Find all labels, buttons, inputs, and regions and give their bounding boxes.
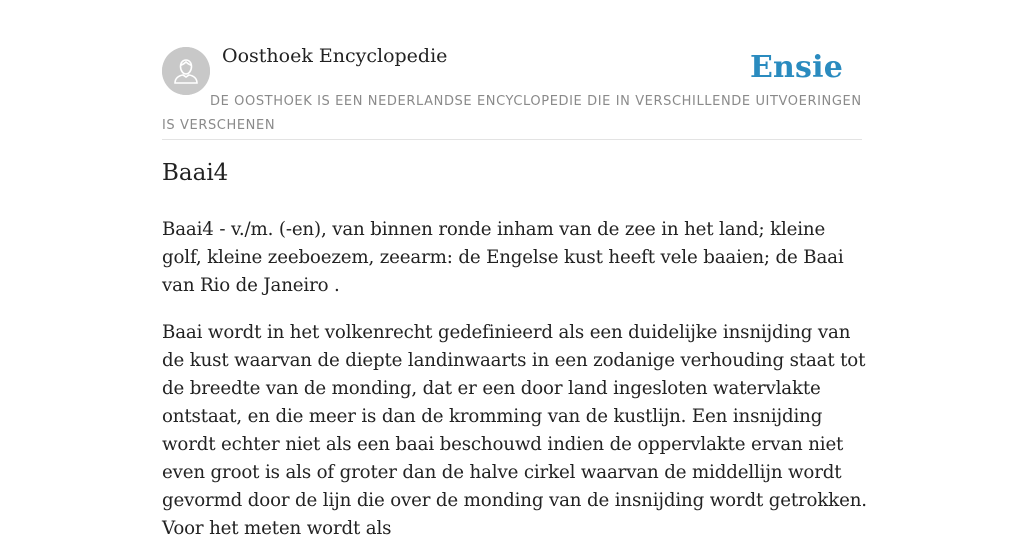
article-paragraph: Baai wordt in het volkenrecht gedefinieerd als een duidelijke insnijding van de kust waarvan de diepte landinwaarts in een zodanige verhouding staat tot de breedte van de monding, dat er een door land ingesloten watervlakte ontstaat, en die meer is dan de kromming van de kustlijn. Een insnijding wordt echter niet als een baai beschouwd indien de oppervlakte ervan niet even groot is als of groter dan de halve cirkel waarvan de middellijn wordt gevormd door de lijn die over de monding van de insnijding wordt getrokken. Voor het meten wordt als bbox=[162, 322, 867, 539]
site-header bbox=[162, 0, 862, 140]
article-title: Baai4 bbox=[162, 160, 229, 186]
article-paragraph: Baai4 - v./m. (-en), van binnen ronde inham van de zee in het land; kleine golf, kleine zeeboezem, zeearm: de Engelse kust heeft vele baaien; de Baai van Rio de Janeiro . bbox=[162, 219, 844, 296]
site-name[interactable]: Oosthoek Encyclopedie bbox=[222, 45, 448, 67]
user-avatar-icon[interactable] bbox=[162, 47, 210, 95]
content-container bbox=[162, 0, 867, 539]
brand-logo[interactable]: Ensie bbox=[749, 50, 843, 85]
site-tagline: DE OOSTHOEK IS EEN NEDERLANDSE ENCYCLOPEDIE DIE IN VERSCHILLENDE UITVOERINGEN IS VERSCHENEN bbox=[162, 94, 862, 133]
